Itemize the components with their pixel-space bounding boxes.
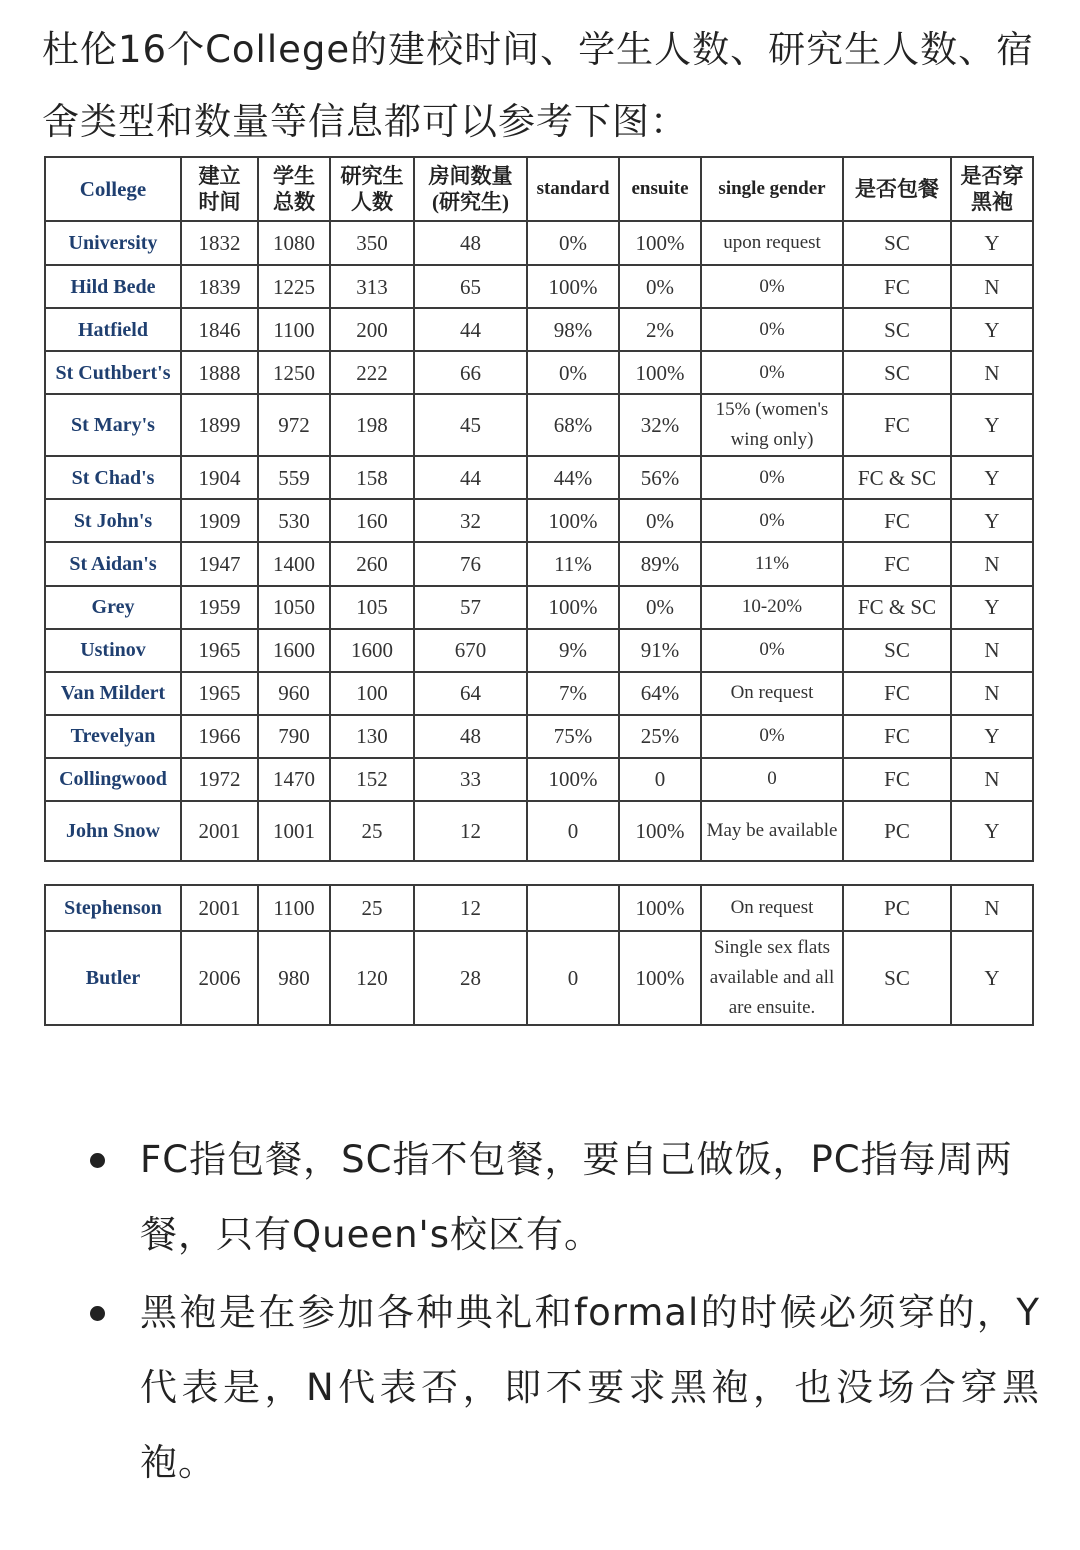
table-cell: 45	[414, 394, 527, 456]
table-cell: PC	[843, 801, 951, 861]
table-cell: 100%	[619, 885, 701, 931]
college-name-cell: Hatfield	[45, 308, 181, 351]
table-cell: On request	[701, 885, 843, 931]
table-cell: PC	[843, 885, 951, 931]
table-cell: 1972	[181, 758, 258, 801]
table-cell: 1080	[258, 221, 330, 265]
table-cell: 972	[258, 394, 330, 456]
header-postgrads-line2: 人数	[351, 190, 393, 214]
table-cell: FC	[843, 499, 951, 542]
college-name-cell: St Mary's	[45, 394, 181, 456]
table-cell: 25	[330, 801, 414, 861]
table-cell: 15% (women's wing only)	[701, 394, 843, 456]
table-cell: FC & SC	[843, 456, 951, 499]
table-cell: N	[951, 758, 1033, 801]
college-name-cell: John Snow	[45, 801, 181, 861]
table-cell: N	[951, 542, 1033, 585]
table-cell: 222	[330, 351, 414, 394]
table-cell: 98%	[527, 308, 619, 351]
header-standard: standard	[527, 157, 619, 221]
table-cell: 350	[330, 221, 414, 265]
table-cell: 0	[701, 758, 843, 801]
table-cell: 960	[258, 672, 330, 715]
table-cell: 158	[330, 456, 414, 499]
header-gown	[951, 157, 1033, 221]
header-rooms	[414, 157, 527, 221]
table-cell: 12	[414, 885, 527, 931]
table-cell: 530	[258, 499, 330, 542]
table-cell: 57	[414, 586, 527, 629]
header-ensuite: ensuite	[619, 157, 701, 221]
table-cell: 152	[330, 758, 414, 801]
table-cell: 0	[527, 931, 619, 1025]
table-cell: 66	[414, 351, 527, 394]
table-cell: 1050	[258, 586, 330, 629]
table-cell: 313	[330, 265, 414, 308]
table-cell: 1600	[330, 629, 414, 672]
table-cell: 100%	[527, 586, 619, 629]
table-cell: 48	[414, 715, 527, 758]
table-row	[45, 672, 1033, 715]
table-cell: 1947	[181, 542, 258, 585]
college-name-cell: Stephenson	[45, 885, 181, 931]
header-gown-line1: 是否穿	[960, 164, 1024, 188]
table-cell: SC	[843, 221, 951, 265]
table-cell: Y	[951, 931, 1033, 1025]
table-cell: 0%	[701, 629, 843, 672]
header-students-line2: 总数	[273, 190, 315, 214]
college-name-cell: St Chad's	[45, 456, 181, 499]
bullet-dot-icon	[90, 1306, 105, 1321]
table-cell: Y	[951, 499, 1033, 542]
table-cell: 9%	[527, 629, 619, 672]
table-cell: 1959	[181, 586, 258, 629]
table-cell: 64%	[619, 672, 701, 715]
header-rooms-line2: (研究生)	[432, 190, 509, 214]
table-cell: 100%	[527, 499, 619, 542]
table-cell: 0%	[701, 456, 843, 499]
table-cell: 33	[414, 758, 527, 801]
table-cell: FC	[843, 394, 951, 456]
table-cell	[527, 885, 619, 931]
header-rooms-line1: 房间数量	[428, 164, 513, 188]
intro-paragraph: 杜伦16个College的建校时间、学生人数、研究生人数、宿舍类型和数量等信息都可以参考下图：	[42, 28, 1035, 143]
table-cell: upon request	[701, 221, 843, 265]
table-cell: 260	[330, 542, 414, 585]
notes-list	[0, 1122, 1040, 1503]
header-single-gender: single gender	[701, 157, 843, 221]
table-cell: 25	[330, 885, 414, 931]
table-cell: 68%	[527, 394, 619, 456]
table-cell: 0%	[701, 308, 843, 351]
college-table-body	[45, 221, 1033, 861]
table-cell: 1470	[258, 758, 330, 801]
table-cell: 160	[330, 499, 414, 542]
header-founded-line2: 时间	[198, 190, 241, 214]
college-table-continued-body	[45, 885, 1033, 1025]
table-cell: 0%	[527, 351, 619, 394]
table-row	[45, 351, 1033, 394]
table-cell: 44	[414, 308, 527, 351]
college-name-cell: St Cuthbert's	[45, 351, 181, 394]
header-catering: 是否包餐	[843, 157, 951, 221]
college-name-cell: St Aidan's	[45, 542, 181, 585]
table-cell: 2%	[619, 308, 701, 351]
table-cell: 75%	[527, 715, 619, 758]
table-cell: FC	[843, 265, 951, 308]
table-cell: Y	[951, 801, 1033, 861]
table-cell: 100%	[619, 221, 701, 265]
table-cell: 2006	[181, 931, 258, 1025]
table-cell: 91%	[619, 629, 701, 672]
college-name-cell: Van Mildert	[45, 672, 181, 715]
header-row	[45, 157, 1033, 221]
table-cell: 100%	[619, 931, 701, 1025]
table-cell: 89%	[619, 542, 701, 585]
table-cell: 64	[414, 672, 527, 715]
table-cell: 1839	[181, 265, 258, 308]
table-cell: 1400	[258, 542, 330, 585]
table-cell: 559	[258, 456, 330, 499]
table-row	[45, 542, 1033, 585]
table-row	[45, 801, 1033, 861]
table-cell: SC	[843, 629, 951, 672]
table-cell: 28	[414, 931, 527, 1025]
table-cell: Y	[951, 456, 1033, 499]
table-cell: 2001	[181, 885, 258, 931]
table-cell: N	[951, 885, 1033, 931]
table-cell: 1899	[181, 394, 258, 456]
table-cell: 130	[330, 715, 414, 758]
header-students	[258, 157, 330, 221]
table-cell: 0%	[527, 221, 619, 265]
table-cell: 1100	[258, 308, 330, 351]
header-postgrads-line1: 研究生	[340, 164, 404, 188]
table-row	[45, 758, 1033, 801]
table-cell: 790	[258, 715, 330, 758]
table-cell: FC	[843, 542, 951, 585]
table-row	[45, 394, 1033, 456]
table-cell: 0	[527, 801, 619, 861]
table-cell: N	[951, 351, 1033, 394]
table-cell: 32%	[619, 394, 701, 456]
table-cell: On request	[701, 672, 843, 715]
college-name-cell: Hild Bede	[45, 265, 181, 308]
note-item	[0, 1122, 1040, 1272]
table-cell: SC	[843, 351, 951, 394]
table-cell: SC	[843, 308, 951, 351]
table-cell: N	[951, 629, 1033, 672]
table-cell: 1909	[181, 499, 258, 542]
table-cell: 1965	[181, 629, 258, 672]
college-table-continued	[44, 884, 1034, 1026]
college-name-cell: University	[45, 221, 181, 265]
table-cell: 76	[414, 542, 527, 585]
table-cell: N	[951, 672, 1033, 715]
table-cell: 11%	[701, 542, 843, 585]
table-cell: 11%	[527, 542, 619, 585]
table-cell: 1100	[258, 885, 330, 931]
table-cell: Y	[951, 715, 1033, 758]
table-row	[45, 885, 1033, 931]
table-cell: 0%	[619, 586, 701, 629]
college-name-cell: Butler	[45, 931, 181, 1025]
table-cell: 1250	[258, 351, 330, 394]
header-students-line1: 学生	[273, 164, 315, 188]
table-cell: 44	[414, 456, 527, 499]
table-cell: 1832	[181, 221, 258, 265]
table-cell: 2001	[181, 801, 258, 861]
table-cell: 0%	[619, 265, 701, 308]
table-row	[45, 308, 1033, 351]
table-cell: 100%	[619, 801, 701, 861]
table-cell: 0%	[701, 499, 843, 542]
table-cell: Y	[951, 394, 1033, 456]
note-text: FC指包餐，SC指不包餐，要自己做饭，PC指每周两餐，只有Queen's校区有。	[140, 1138, 1013, 1256]
table-cell: 0%	[701, 351, 843, 394]
table-cell: 1904	[181, 456, 258, 499]
header-gown-line2: 黑袍	[971, 190, 1013, 214]
table-cell: 1600	[258, 629, 330, 672]
college-name-cell: St John's	[45, 499, 181, 542]
table-cell: 56%	[619, 456, 701, 499]
college-table	[44, 156, 1034, 862]
table-cell: 105	[330, 586, 414, 629]
table-cell: 1966	[181, 715, 258, 758]
table-cell: 65	[414, 265, 527, 308]
table-row	[45, 586, 1033, 629]
table-cell: 1965	[181, 672, 258, 715]
table-cell: FC & SC	[843, 586, 951, 629]
college-name-cell: Ustinov	[45, 629, 181, 672]
table-cell: Y	[951, 308, 1033, 351]
table-cell: Y	[951, 221, 1033, 265]
table-cell: 100	[330, 672, 414, 715]
college-name-cell: Grey	[45, 586, 181, 629]
table-cell: 12	[414, 801, 527, 861]
table-row	[45, 456, 1033, 499]
table-cell: 32	[414, 499, 527, 542]
college-name-cell: Trevelyan	[45, 715, 181, 758]
header-postgrads	[330, 157, 414, 221]
table-cell: 48	[414, 221, 527, 265]
table-cell: 1888	[181, 351, 258, 394]
header-college: College	[45, 157, 181, 221]
table-cell: N	[951, 265, 1033, 308]
table-cell: 0%	[619, 499, 701, 542]
table-cell: 120	[330, 931, 414, 1025]
table-cell: SC	[843, 931, 951, 1025]
table-cell: 7%	[527, 672, 619, 715]
table-row	[45, 629, 1033, 672]
table-cell: 200	[330, 308, 414, 351]
table-cell: 10-20%	[701, 586, 843, 629]
table-cell: Single sex flats available and all are ensuite.	[701, 931, 843, 1025]
table-cell: 980	[258, 931, 330, 1025]
table-cell: 44%	[527, 456, 619, 499]
table-row	[45, 221, 1033, 265]
table-cell: 25%	[619, 715, 701, 758]
table-cell: 100%	[527, 265, 619, 308]
header-founded	[181, 157, 258, 221]
header-founded-line1: 建立	[198, 164, 241, 188]
table-cell: 100%	[527, 758, 619, 801]
table-cell: Y	[951, 586, 1033, 629]
college-name-cell: Collingwood	[45, 758, 181, 801]
table-cell: 670	[414, 629, 527, 672]
table-cell: 0	[619, 758, 701, 801]
note-item	[0, 1275, 1040, 1500]
table-row	[45, 499, 1033, 542]
table-cell: FC	[843, 758, 951, 801]
table-cell: 1001	[258, 801, 330, 861]
table-cell: 100%	[619, 351, 701, 394]
note-text: 黑袍是在参加各种典礼和formal的时候必须穿的，Y代表是，N代表否，即不要求黑袍，也没场合穿黑袍。	[140, 1291, 1040, 1484]
table-row	[45, 931, 1033, 1025]
table-row	[45, 265, 1033, 308]
table-cell: 1225	[258, 265, 330, 308]
table-cell: FC	[843, 715, 951, 758]
table-cell: May be available	[701, 801, 843, 861]
table-cell: 1846	[181, 308, 258, 351]
table-cell: 198	[330, 394, 414, 456]
table-cell: 0%	[701, 265, 843, 308]
table-cell: FC	[843, 672, 951, 715]
bullet-dot-icon	[90, 1153, 105, 1168]
table-cell: 0%	[701, 715, 843, 758]
table-row	[45, 715, 1033, 758]
